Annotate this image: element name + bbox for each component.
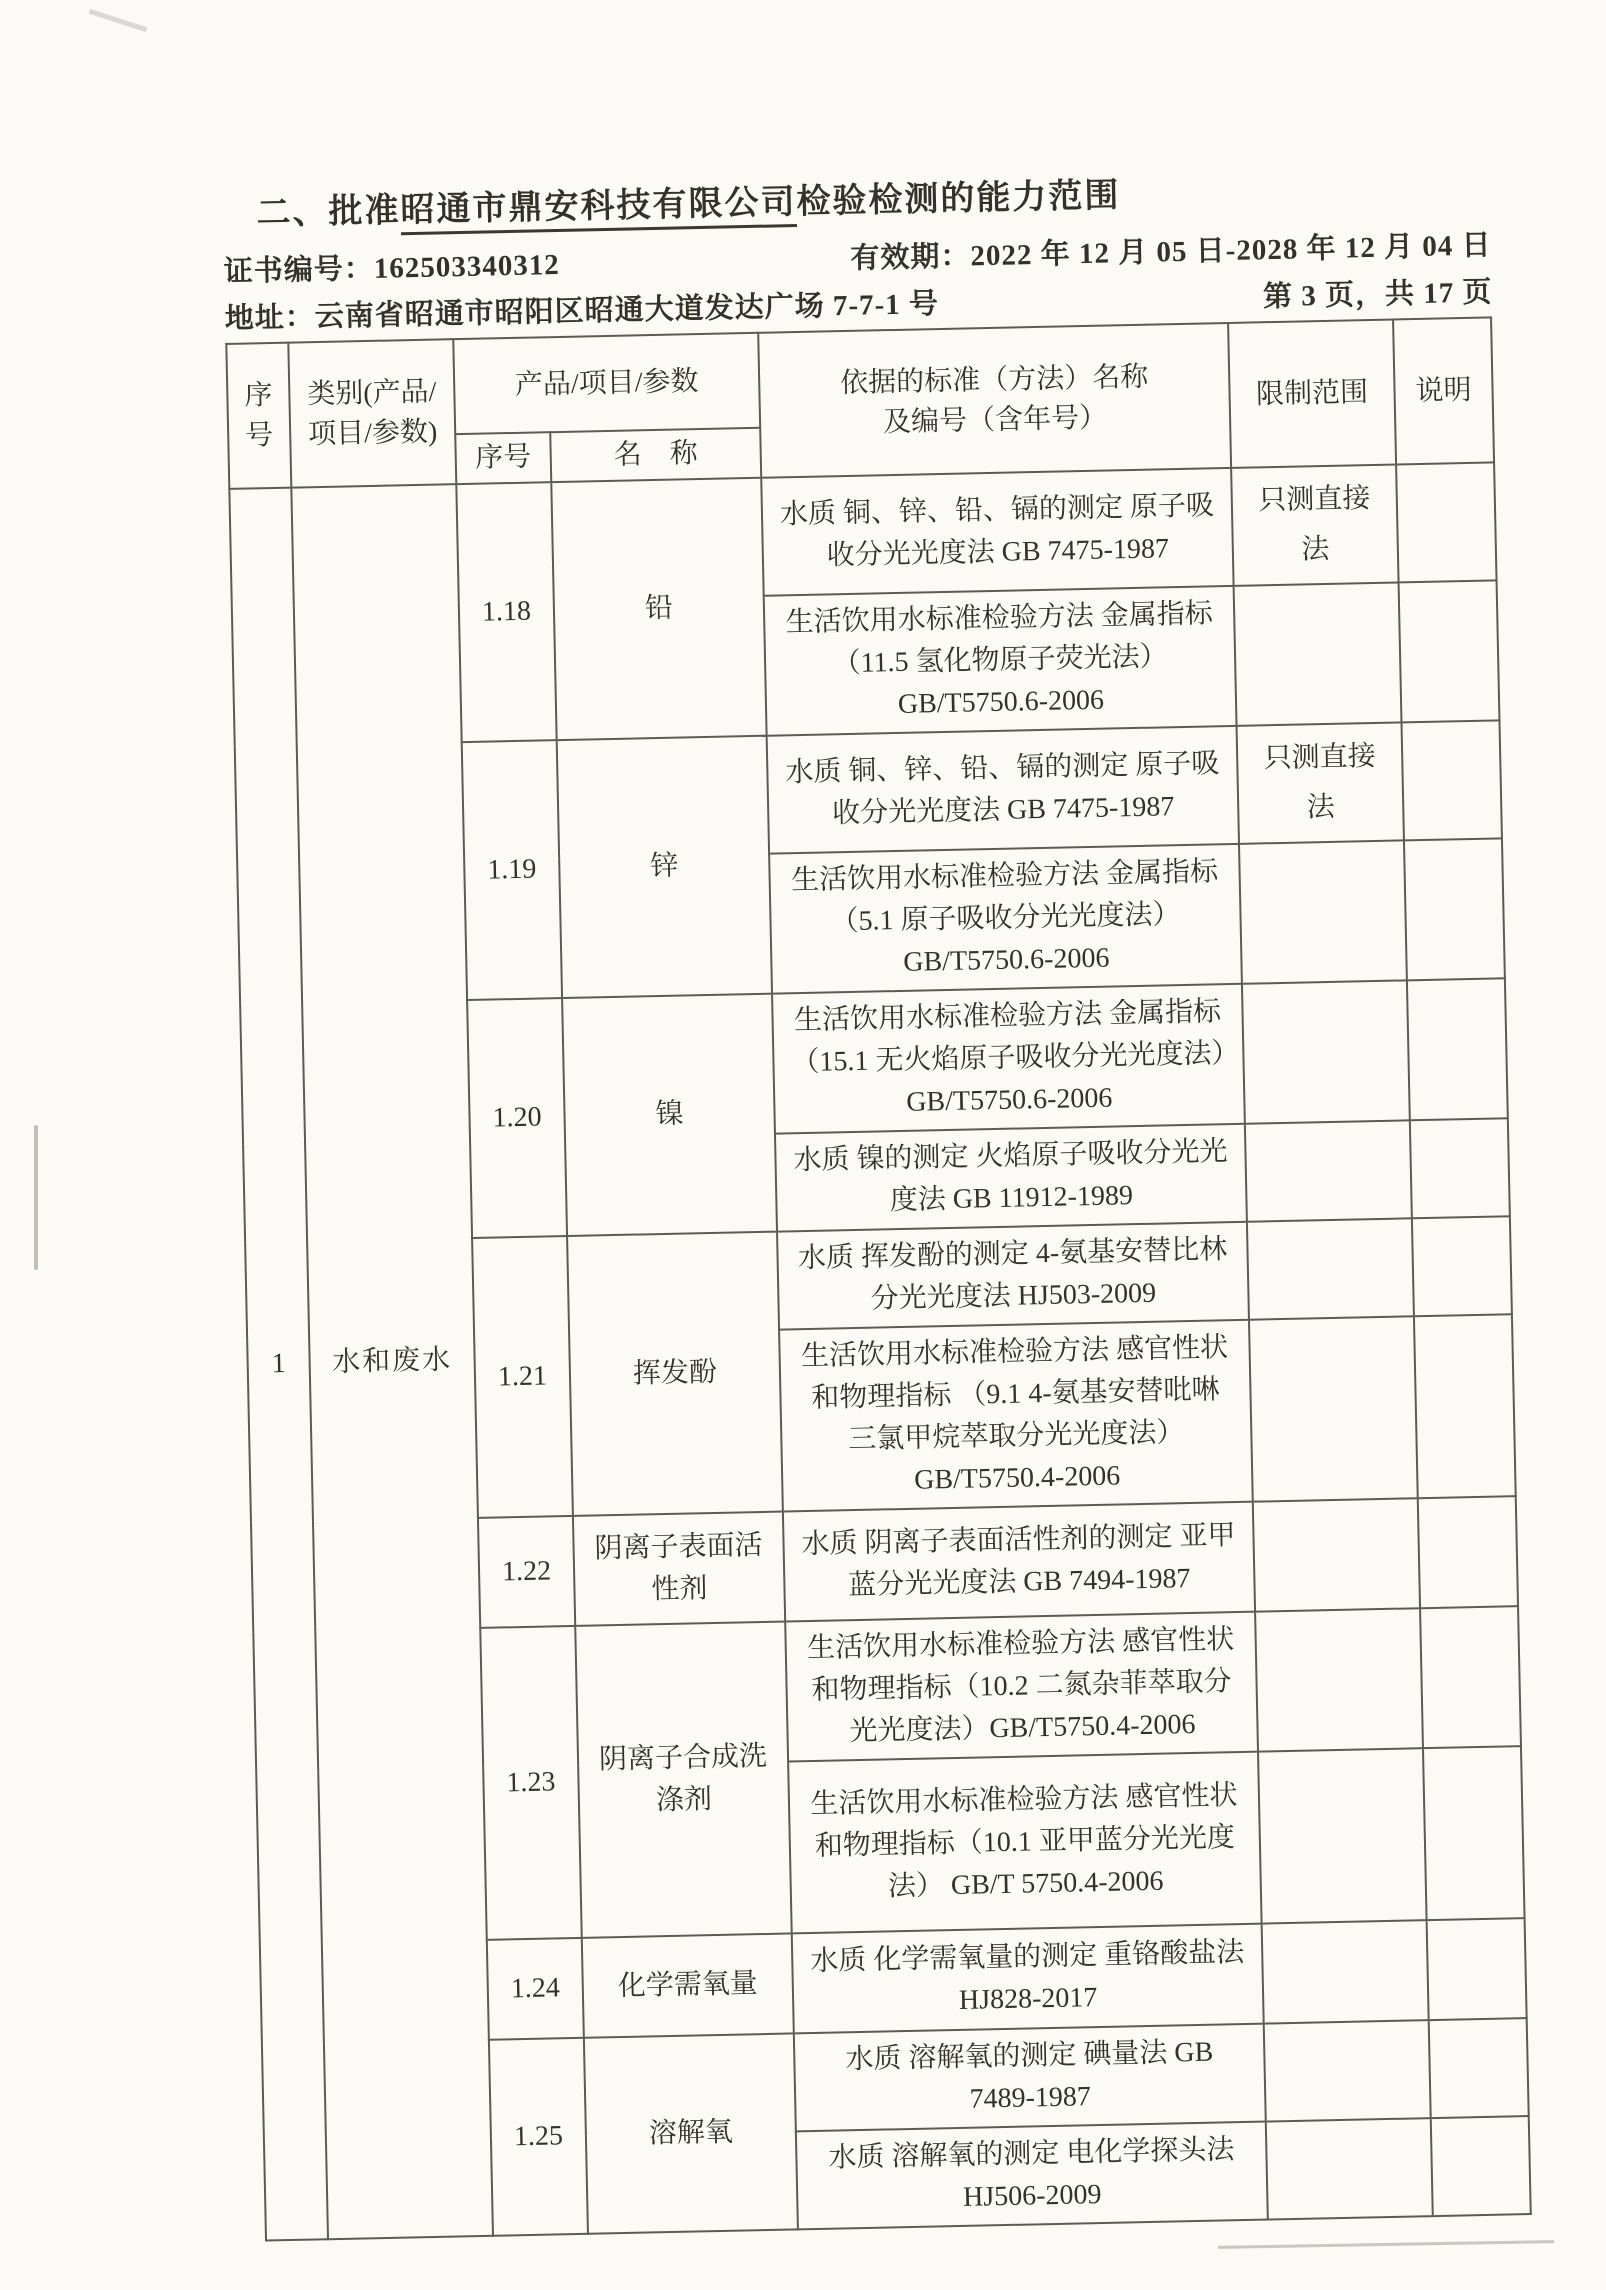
cell-standard: 水质 溶解氧的测定 碘量法 GB 7489-1987 (794, 2024, 1266, 2132)
scan-artifact-bottom-line (1218, 2240, 1554, 2249)
cell-restriction (1262, 1920, 1429, 2023)
cell-note (1420, 1606, 1521, 1748)
title-suffix: 检验检测的能力范围 (796, 177, 1121, 221)
cell-standard: 水质 铜、锌、铅、镉的测定 原子吸收分光光度法 GB 7475-1987 (767, 726, 1239, 854)
cell-restriction: 只测直接法 (1237, 722, 1404, 843)
cell-item-seq: 1.20 (467, 998, 567, 1238)
cell-standard: 生活饮用水标准检验方法 感官性状和物理指标（10.2 二氮杂菲萃取分光光度法）GB/T5750.4-2006 (785, 1612, 1258, 1762)
document-title (256, 159, 1491, 234)
cell-note (1401, 720, 1501, 840)
cell-note (1412, 1216, 1512, 1316)
cell-note (1427, 1918, 1527, 2020)
cell-item-name: 铅 (551, 478, 766, 740)
cell-restriction (1249, 1316, 1418, 1501)
cell-category-seq: 1 (229, 488, 328, 2241)
cell-standard: 生活饮用水标准检验方法 感官性状和物理指标（10.1 亚甲蓝分光光度法） GB/T 5750.4-2006 (788, 1752, 1261, 1934)
cell-standard: 水质 阴离子表面活性剂的测定 亚甲蓝分光光度法 GB 7494-1987 (783, 1502, 1255, 1622)
cell-item-name: 镍 (562, 994, 777, 1236)
page-info: 第 3 页，共 17 页 (1262, 276, 1493, 314)
cell-restriction (1264, 2020, 1431, 2121)
address-line (224, 281, 939, 337)
cell-standard: 水质 挥发酚的测定 4-氨基安替比林分光光度法 HJ503-2009 (777, 1222, 1249, 1330)
header-sub-name: 名 称 (550, 428, 761, 482)
document-sheet (222, 159, 1533, 2241)
scan-artifact-corner-mark (89, 9, 148, 32)
cell-note (1429, 2018, 1529, 2118)
header-note: 说明 (1393, 317, 1494, 464)
header-standard-line2: 及编号（含年号） (882, 402, 1108, 438)
cell-note (1431, 2116, 1531, 2216)
capability-scope-table (225, 316, 1531, 2241)
cell-item-name: 挥发酚 (567, 1232, 783, 1516)
cell-standard: 生活饮用水标准检验方法 金属指标（15.1 无火焰原子吸收分光光度法）GB/T5750.6-2006 (772, 984, 1245, 1134)
cell-note (1414, 1314, 1516, 1498)
cell-item-name: 阴离子合成洗涤剂 (575, 1622, 791, 1938)
header-seq-line2: 号 (244, 419, 274, 452)
cell-standard: 水质 化学需氧量的测定 重铬酸盐法 HJ828-2017 (792, 1924, 1264, 2034)
validity-line (850, 222, 1492, 276)
cell-item-name: 溶解氧 (584, 2033, 798, 2233)
cell-standard: 水质 镍的测定 火焰原子吸收分光光度法 GB 11912-1989 (775, 1124, 1247, 1232)
certificate-number-label: 证书编号： (223, 252, 375, 288)
cell-note (1423, 1746, 1525, 1920)
header-product-group: 产品/项目/参数 (453, 333, 760, 434)
address-value: 云南省昭通市昭阳区昭通大道发达广场 7-7-1 号 (314, 288, 940, 334)
title-prefix: 二、批准 (256, 192, 401, 233)
header-standard-line1: 依据的标准（方法）名称 (839, 361, 1149, 399)
cell-category-name: 水和废水 (291, 484, 493, 2239)
cell-restriction (1253, 1498, 1420, 1611)
cell-restriction (1255, 1608, 1423, 1751)
cell-item-seq: 1.25 (489, 2038, 588, 2236)
cell-restriction (1266, 2118, 1433, 2219)
cell-item-seq: 1.23 (480, 1626, 582, 1940)
header-row-1 (226, 317, 1493, 438)
header-category-line1: 类别(产品/ (306, 376, 437, 410)
cell-standard: 生活饮用水标准检验方法 金属指标（11.5 氢化物原子荧光法）GB/T5750.6-2006 (764, 586, 1237, 736)
cell-item-seq: 1.22 (478, 1516, 575, 1628)
certificate-number-line (223, 242, 560, 290)
cell-note (1410, 1118, 1510, 1218)
title-company-name: 昭通市鼎安科技有限公司 (400, 184, 797, 235)
header-seq-line1: 序 (244, 379, 273, 412)
cell-restriction (1247, 1218, 1414, 1319)
cell-item-seq: 1.21 (472, 1236, 573, 1518)
cell-restriction (1234, 582, 1402, 725)
cell-restriction (1239, 840, 1407, 983)
validity-label: 有效期： (850, 240, 971, 275)
cell-restriction: 只测直接法 (1231, 464, 1398, 585)
cell-standard: 生活饮用水标准检验方法 金属指标（5.1 原子吸收分光光度法）GB/T5750.6-2006 (769, 844, 1242, 994)
cell-standard: 生活饮用水标准检验方法 感官性状和物理指标 （9.1 4-氨基安替吡啉三氯甲烷萃取分光光度法） GB/T5750.4-2006 (779, 1320, 1253, 1512)
cell-item-name: 锌 (557, 736, 772, 998)
header-category (288, 339, 456, 487)
cell-item-name: 阴离子表面活性剂 (573, 1512, 785, 1626)
cell-note (1399, 580, 1500, 722)
header-restriction: 限制范围 (1228, 320, 1396, 468)
header-standard (758, 323, 1231, 478)
cell-item-seq: 1.19 (462, 740, 562, 1000)
cell-note (1407, 978, 1508, 1120)
validity-value: 2022 年 12 月 05 日-2028 年 12 月 04 日 (970, 229, 1492, 273)
scan-artifact-left-edge (34, 1125, 38, 1270)
header-seq (226, 343, 291, 489)
header-category-line2: 项目/参数) (307, 416, 438, 450)
address-label: 地址： (224, 301, 316, 335)
certificate-number-value: 162503340312 (373, 248, 561, 285)
cell-standard: 水质 铜、锌、铅、镉的测定 原子吸收分光光度法 GB 7475-1987 (761, 468, 1233, 596)
cell-item-seq: 1.18 (456, 482, 556, 742)
cell-restriction (1245, 1120, 1412, 1221)
cell-note (1396, 462, 1496, 582)
cell-note (1418, 1496, 1518, 1608)
cell-item-name: 化学需氧量 (582, 1933, 794, 2037)
cell-note (1404, 838, 1505, 980)
cell-restriction (1242, 980, 1410, 1123)
header-sub-seq: 序号 (455, 432, 551, 484)
cell-restriction (1258, 1748, 1427, 1923)
cell-item-seq: 1.24 (487, 1938, 584, 2040)
cell-standard: 水质 溶解氧的测定 电化学探头法 HJ506-2009 (796, 2122, 1268, 2230)
